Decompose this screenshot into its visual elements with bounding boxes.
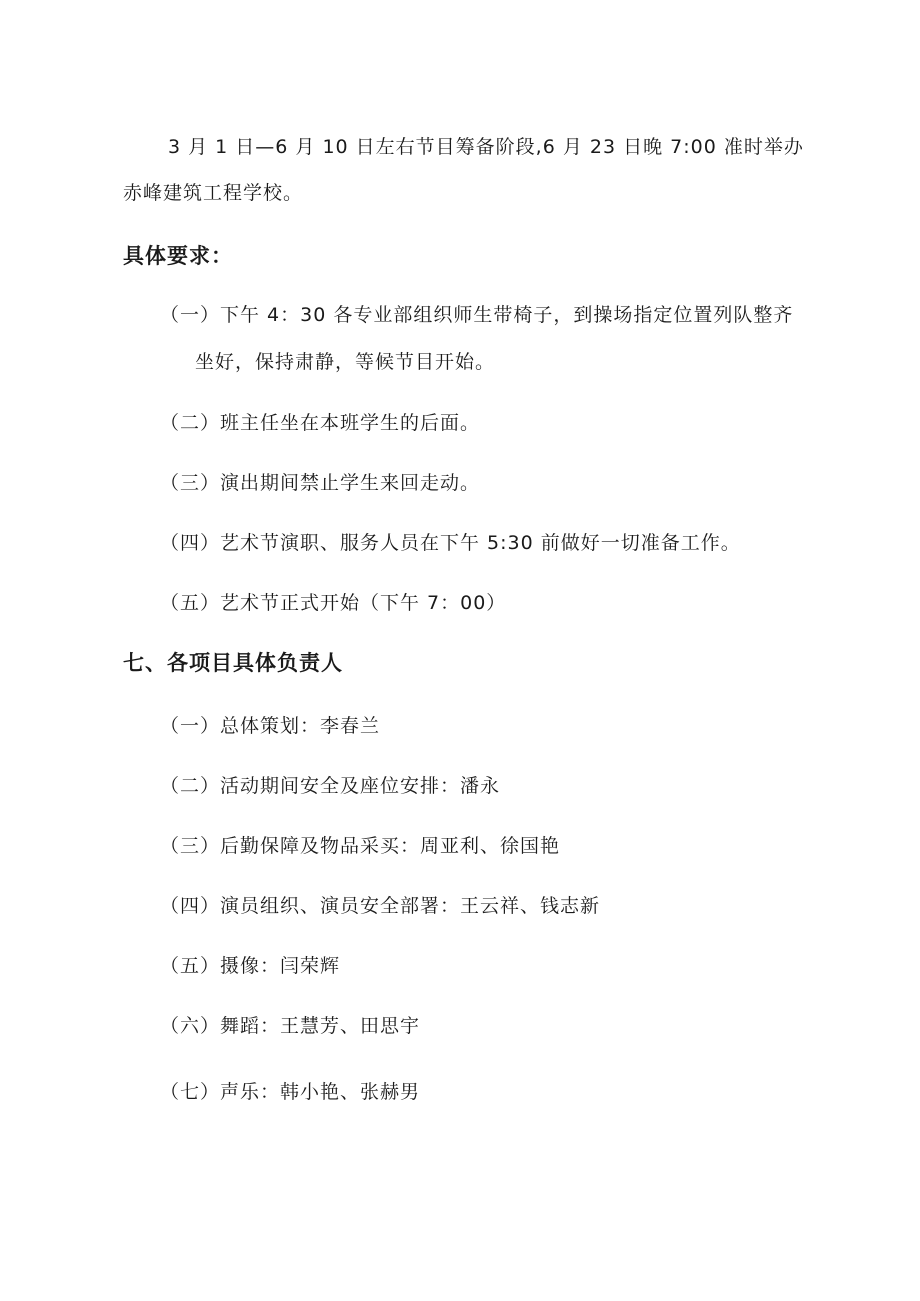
requirement-item-1: （一）下午 4：30 各专业部组织师生带椅子，到操场指定位置列队整齐 bbox=[160, 304, 794, 326]
intro-line-2: 赤峰建筑工程学校。 bbox=[123, 182, 304, 204]
requirement-item-3: （三）演出期间禁止学生来回走动。 bbox=[160, 472, 481, 494]
responsible-item-7: （七）声乐：韩小艳、张赫男 bbox=[160, 1081, 421, 1103]
intro-line-1: 3 月 1 日—6 月 10 日左右节目筹备阶段,6 月 23 日晚 7:00 准时举办 bbox=[168, 136, 804, 158]
section-7-heading: 七、各项目具体负责人 bbox=[123, 651, 343, 675]
requirement-item-4: （四）艺术节演职、服务人员在下午 5:30 前做好一切准备工作。 bbox=[160, 532, 741, 554]
responsible-item-6: （六）舞蹈：王慧芳、田思宇 bbox=[160, 1015, 421, 1037]
requirement-item-2: （二）班主任坐在本班学生的后面。 bbox=[160, 412, 481, 434]
requirement-item-1-continued: 坐好，保持肃静，等候节目开始。 bbox=[195, 351, 496, 373]
responsible-item-1: （一）总体策划：李春兰 bbox=[160, 715, 381, 737]
responsible-item-3: （三）后勤保障及物品采买：周亚利、徐国艳 bbox=[160, 835, 561, 857]
responsible-item-4: （四）演员组织、演员安全部署：王云祥、钱志新 bbox=[160, 895, 601, 917]
requirements-heading: 具体要求： bbox=[123, 244, 233, 268]
requirement-item-5: （五）艺术节正式开始（下午 7：00） bbox=[160, 592, 507, 614]
responsible-item-2: （二）活动期间安全及座位安排：潘永 bbox=[160, 775, 501, 797]
responsible-item-5: （五）摄像：闫荣辉 bbox=[160, 955, 341, 977]
